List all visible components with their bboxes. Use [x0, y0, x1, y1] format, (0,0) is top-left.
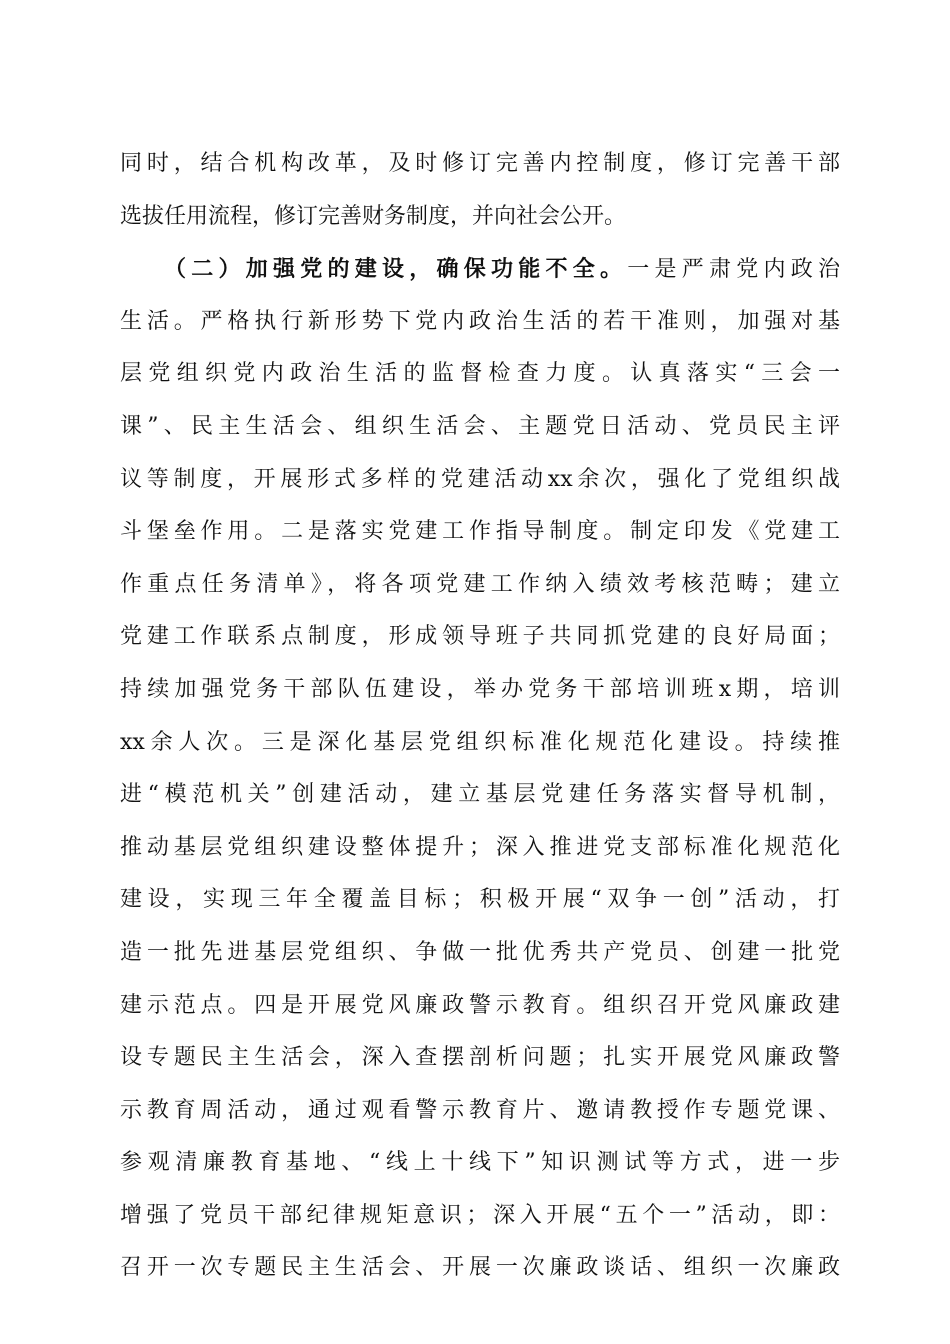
paragraph2-line: 增强了党员干部纪律规矩意识；深入开展“五个一”活动，即：: [120, 1202, 840, 1228]
text-line: [120, 1032, 840, 1085]
section-heading-wrapper: [120, 243, 840, 296]
heading-line-rest: 一是严肃党内政治: [627, 257, 840, 283]
paragraph2-line: 设专题民主生活会，深入查摆剖析问题；扎实开展党风廉政警: [120, 1045, 840, 1071]
paragraph2-line: 议等制度，开展形式多样的党建活动xx余次，强化了党组织战: [120, 466, 840, 492]
paragraph2-line: 党建工作联系点制度，形成领导班子共同抓党建的良好局面；: [120, 624, 840, 650]
text-line: [120, 506, 840, 559]
text-line: [120, 401, 840, 454]
paragraph2-line: 层党组织党内政治生活的监督检查力度。认真落实“三会一: [120, 361, 840, 387]
paragraph2-line: 建示范点。四是开展党风廉政警示教育。组织召开党风廉政建: [120, 992, 840, 1018]
text-line: [120, 717, 840, 770]
text-line: [120, 874, 840, 927]
text-line: [120, 559, 840, 612]
section-heading-line: [120, 243, 840, 296]
text-line: [120, 296, 840, 349]
text-line: [120, 980, 840, 1033]
paragraph2-line: 造一批先进基层党组织、争做一批优秀共产党员、创建一批党: [120, 939, 840, 965]
paragraph2-line: 课”、民主生活会、组织生活会、主题党日活动、党员民主评: [120, 413, 840, 439]
text-line: [120, 769, 840, 822]
paragraph2-line: xx余人次。三是深化基层党组织标准化规范化建设。持续推: [120, 729, 840, 755]
paragraph1-line-1: 同时，结合机构改革，及时修订完善内控制度，修订完善干部: [120, 151, 840, 176]
text-line: [120, 138, 840, 191]
paragraph2-line: 参观清廉教育基地、“线上十线下”知识测试等方式，进一步: [120, 1150, 840, 1176]
paragraph2-line: 示教育周活动，通过观看警示教育片、邀请教授作专题党课、: [120, 1097, 840, 1123]
text-line: [120, 454, 840, 507]
section-heading: （二）加强党的建设，确保功能不全。: [164, 256, 628, 283]
text-line: [120, 1085, 840, 1138]
text-line: [120, 1190, 840, 1243]
paragraph2-line: 推动基层党组织建设整体提升；深入推进党支部标准化规范化: [120, 834, 840, 860]
paragraph2-line: 持续加强党务干部队伍建设，举办党务干部培训班x期，培训: [120, 676, 840, 702]
document-body: [120, 138, 840, 1295]
paragraph2-line: 建设，实现三年全覆盖目标；积极开展“双争一创”活动，打: [120, 887, 840, 913]
text-line: [120, 664, 840, 717]
text-line: [120, 927, 840, 980]
paragraph2-line: 生活。严格执行新形势下党内政治生活的若干准则，加强对基: [120, 308, 840, 334]
paragraph2-line: 召开一次专题民主生活会、开展一次廉政谈话、组织一次廉政: [120, 1255, 840, 1281]
text-line: [120, 1137, 840, 1190]
text-line: [120, 191, 840, 244]
text-line: [120, 348, 840, 401]
paragraph2-line: 进“模范机关”创建活动，建立基层党建任务落实督导机制，: [120, 782, 840, 808]
paragraph1-line-2: 选拔任用流程，修订完善财务制度，并向社会公开。: [120, 203, 627, 229]
paragraph2-line: 斗堡垒作用。二是落实党建工作指导制度。制定印发《党建工: [120, 519, 840, 545]
text-line: [120, 1242, 840, 1295]
text-line: [120, 611, 840, 664]
text-line: [120, 822, 840, 875]
paragraph2-line: 作重点任务清单》，将各项党建工作纳入绩效考核范畴；建立: [120, 571, 840, 597]
